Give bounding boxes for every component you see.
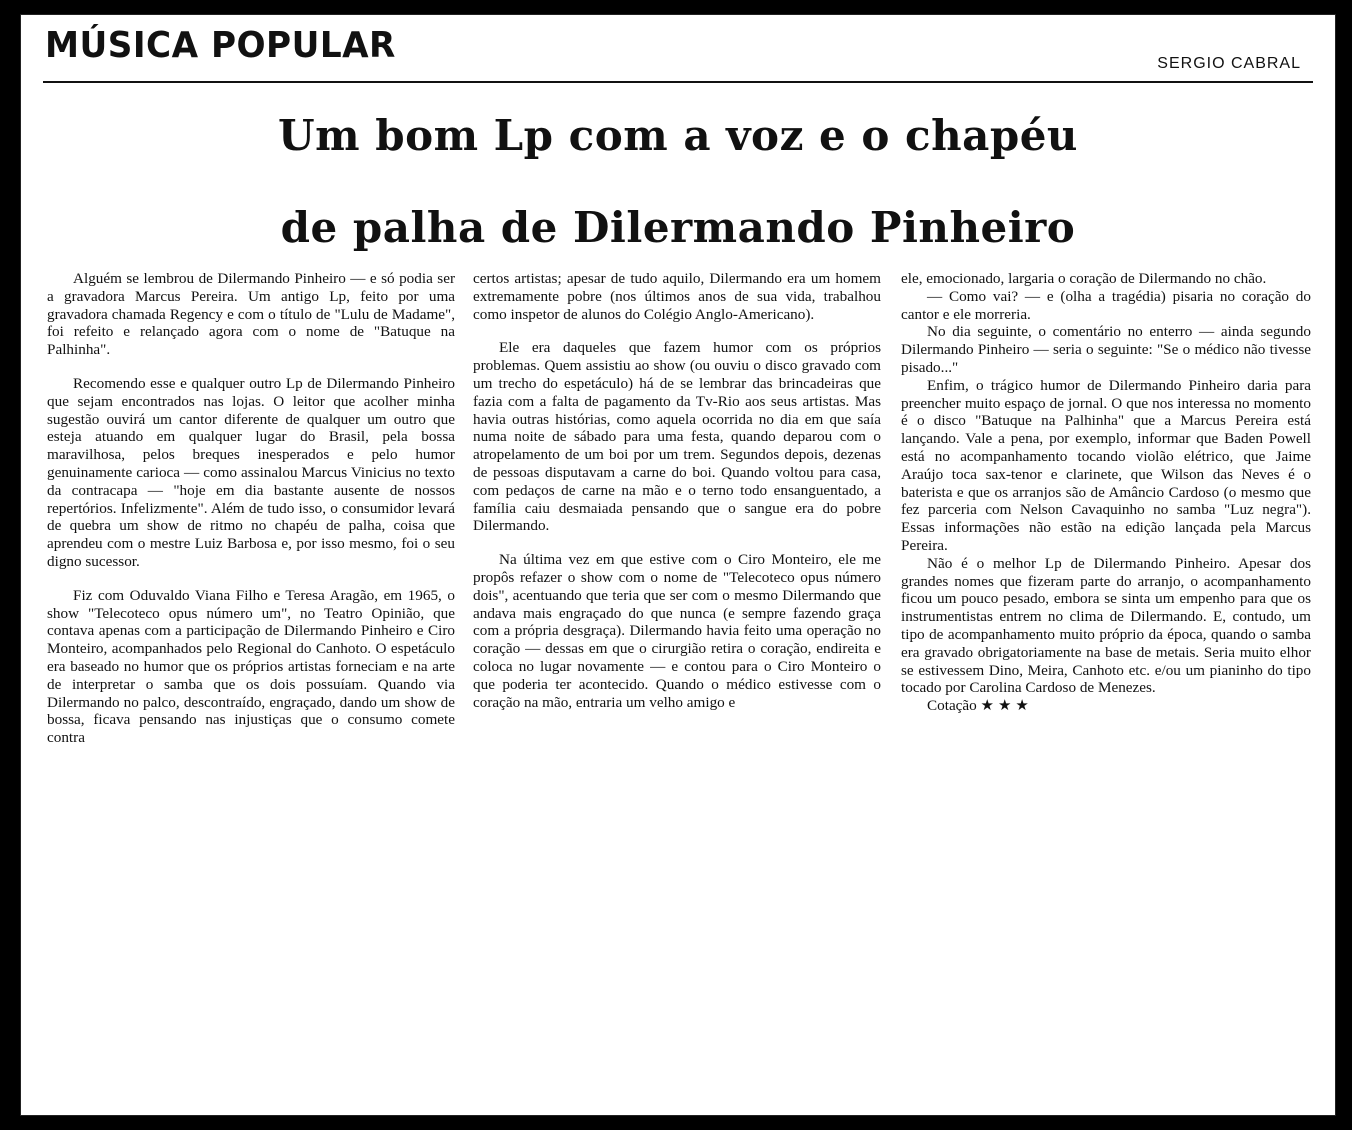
headline-line-2: de palha de Dilermando Pinheiro — [280, 203, 1076, 252]
byline: SERGIO CABRAL — [1157, 55, 1301, 72]
paragraph: No dia seguinte, o comentário no enterro — ainda segundo Dilermando Pinheiro — seria o seguinte: "Se o médico não tivesse pisado..." — [901, 323, 1311, 376]
paragraph: Ele era daqueles que fazem humor com os próprios problemas. Quem assistiu ao show (ou ouviu o disco gravado com um trecho do espetáculo) há de se lembrar das brincadeiras que fazia com a falta de pagamento da Tv-Rio aos seus artistas. Mas havia outras histórias, como aquela ocorrida no dia em que saía numa noite de sábado para uma festa, quando deparou com o atropelamento de um boi por um trem. Segundos depois, dezenas de pessoas disputavam a carne do boi. Quando voltou para casa, com pedaços de carne na mão e o terno todo ensanguentado, a família caiu desmaiada pensando que o sangue era do pobre Dilermando. — [473, 339, 881, 535]
paragraph: Fiz com Oduvaldo Viana Filho e Teresa Aragão, em 1965, o show "Telecoteco opus número um", no Teatro Opinião, que contava apenas com a participação de Dilermando Pinheiro e Ciro Monteiro, acompanhados pelo Regional do Canhoto. O espetáculo era baseado no humor que os próprios artistas forneciam e na arte de interpretar o samba que os dois possuíam. Quando via Dilermando no palco, descontraído, engraçado, dando um show de bossa, ficava pensando nas injustiças que o consumo comete contra — [47, 586, 455, 747]
article-column-3 — [901, 270, 1311, 731]
paragraph: certos artistas; apesar de tudo aquilo, Dilermando era um homem extremamente pobre (nos últimos anos de sua vida, trabalhou como inspetor de alunos do Colégio Anglo-Americano). — [473, 270, 881, 323]
article-column-1 — [47, 270, 455, 747]
article-column-2 — [473, 270, 881, 711]
header-rule — [43, 81, 1313, 83]
paragraph: Não é o melhor Lp de Dilermando Pinheiro. Apesar dos grandes nomes que fizeram parte do arranjo, o acompanhamento ficou um pouco pesado, embora se sinta um empenho para que os instrumentistas entrem no clima de Dilermando. E, contudo, um tipo de acompanhamento muito próprio da época, quando o samba era gravado obrigatoriamente na base de metais. Seria muito elhor se estivessem Dino, Meira, Canhoto etc. e/ou um pianinho do tipo tocado por Carolina Cardoso de Menezes. — [901, 554, 1311, 697]
rating: Cotação ★ ★ ★ — [927, 697, 1029, 715]
section-title: MÚSICA POPULAR — [45, 25, 396, 66]
paragraph: Alguém se lembrou de Dilermando Pinheiro — e só podia ser a gravadora Marcus Pereira. Um antigo Lp, feito por uma gravadora chamada Regency e com o título de "Lulu de Madame", foi refeito e relançado agora com o nome de "Batuque na Palhinha". — [47, 270, 455, 359]
paragraph: Na última vez em que estive com o Ciro Monteiro, ele me propôs refazer o show com o nome de "Telecoteco opus número dois", acentuando que teria que ser com o mesmo Dilermando que andava mais engraçado do que nunca (e sempre fazendo graça com a própria desgraça). Dilermando havia feito uma operação no coração — dessas em que o cirurgião retira o coração, endireita e coloca no lugar novamente — e contou para o Ciro Monteiro o que poderia ter acontecido. Quando o médico estivesse com o coração na mão, entraria um velho amigo e — [473, 551, 881, 711]
paragraph: ele, emocionado, largaria o coração de Dilermando no chão. — [901, 270, 1267, 287]
headline-line-1: Um bom Lp com a voz e o chapéu — [278, 111, 1078, 160]
paragraph: — Como vai? — e (olha a tragédia) pisaria no coração do cantor e ele morreria. — [901, 287, 1311, 323]
paragraph: Recomendo esse e qualquer outro Lp de Dilermando Pinheiro que sejam encontrados nas lojas. O leitor que acolher minha sugestão ouvirá um cantor diferente de qualquer um outro que esteja atuando em qualquer lugar do Brasil, pela bossa maravilhosa, pelos breques inesperados e pelo humor genuinamente carioca — como assinalou Marcus Vinicius no texto da contracapa — "hoje em dia bastante ausente de nossos repertórios. Infelizmente". Além de tudo isso, o consumidor levará de quebra um show de ritmo no chapéu de palha, coisa que aprendeu com o mestre Luiz Barbosa e, por isso mesmo, foi o seu digno sucessor. — [47, 374, 455, 570]
paragraph: Enfim, o trágico humor de Dilermando Pinheiro daria para preencher muito espaço de jornal. O que nos interessa no momento é o disco "Batuque na Palhinha" que a Marcus Pereira está lançando. Vale a pena, por exemplo, informar que Baden Powell está no acompanhamento tocando violão elétrico, que Jaime Araújo toca sax-tenor e clarinete, que Wilson das Neves é o baterista e que os arranjos são de Amâncio Cardoso (o mesmo que fez parceria com Nelson Cavaquinho no samba "Luz negra"). Essas informações não estão na edição lançada pela Marcus Pereira. — [901, 376, 1311, 554]
newspaper-page — [20, 14, 1336, 1116]
